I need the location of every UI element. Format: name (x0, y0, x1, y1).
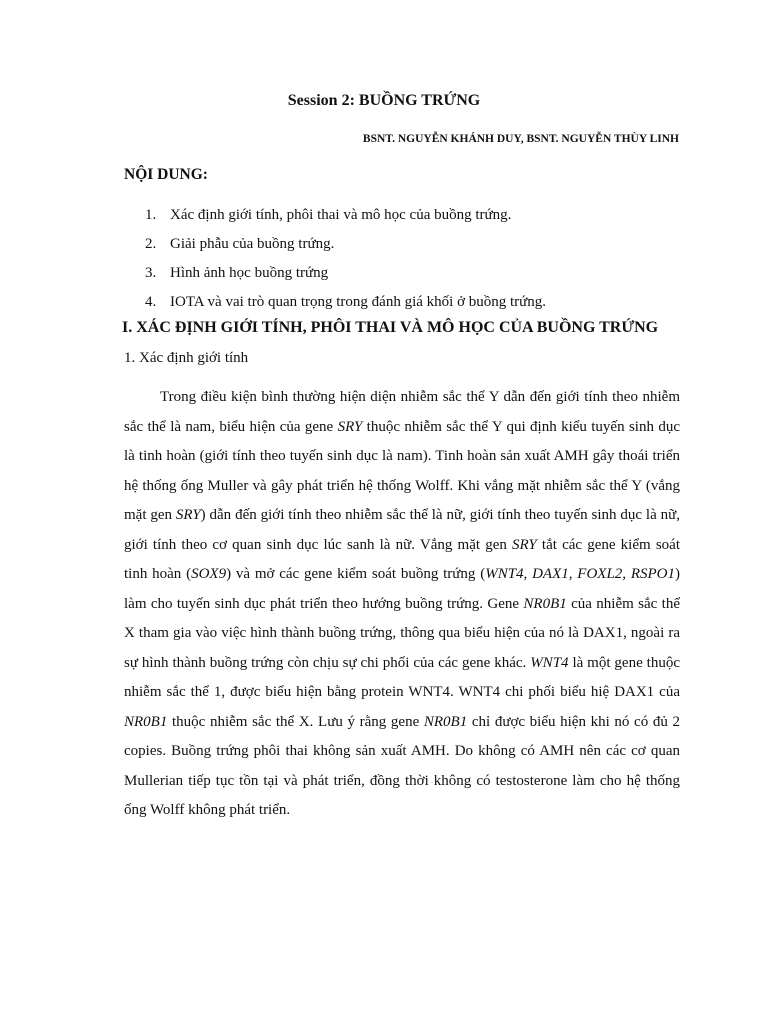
text-run: ) dẫn đến giới tính theo nhiễm sắc thể là nữ, giới tính theo tuyến sinh dục là nữ, giới tính theo cơ quan sinh dục lúc sanh là nữ. Vắng mặt gen (124, 507, 680, 553)
gene-name: WNT4 (530, 654, 569, 671)
contents-item (145, 291, 546, 320)
contents-item (145, 233, 546, 262)
text-run: ) và mở các gene kiểm soát buồng trứng ( (226, 566, 486, 582)
gene-name: SRY (175, 507, 201, 523)
contents-item-number: 2. (145, 236, 157, 252)
contents-list (145, 204, 546, 320)
contents-item-number: 1. (145, 207, 157, 223)
contents-item-text: Hình ảnh học buồng trứng (170, 265, 329, 281)
contents-item-text: Giải phẫu của buồng trứng. (170, 236, 335, 252)
text-run: là một gene thuộc nhiễm sắc thể 1, được biểu hiện bằng protein WNT4. WNT4 chi phối biểu hiệ DAX1 của (124, 654, 680, 700)
text-run: Trong điều kiện bình thường hiện diện nhiễm sắc thể Y dẫn đến giới tính theo nhiễm sắc thể là nam, biểu hiện của gene (124, 389, 680, 435)
text-run: thuộc nhiễm sắc thể Y qui định kiểu tuyến sinh dục là tinh hoàn (giới tính theo tuyến sinh dục là nam). Tinh hoàn sản xuất AMH gây thoái triển hệ thống ống Muller và gây phát triển hệ thống Wolff. Khi vắng mặt nhiễm sắc thể Y (vắng mặt gen (124, 418, 680, 523)
text-run: ) làm cho tuyến sinh dục phát triển theo hướng buồng trứng. Gene (124, 566, 680, 612)
document-title: Session 2: BUỒNG TRỨNG (287, 92, 481, 109)
gene-name: SRY (337, 418, 363, 435)
gene-name: NR0B1 (124, 713, 168, 730)
contents-item-text: IOTA và vai trò quan trọng trong đánh giá khối ở buồng trứng. (170, 294, 547, 310)
body-paragraph (124, 383, 680, 826)
contents-item (145, 262, 546, 291)
contents-item-number: 4. (145, 294, 157, 310)
gene-name: SRY (512, 536, 537, 553)
gene-name: NR0B1 (523, 595, 567, 612)
text-run: chỉ được biểu hiện khi nó có đủ 2 copies. Buồng trứng phôi thai không sản xuất AMH. Do không có AMH nên các cơ quan Mullerian tiếp tục tồn tại và phát triển, đồng thời không có testosterone làm cho hệ thống ống Wolff không phát triển. (124, 713, 680, 818)
contents-item-text: Xác định giới tính, phôi thai và mô học của buồng trứng. (170, 207, 512, 223)
gene-name: NR0B1 (423, 713, 468, 730)
document-authors: BSNT. NGUYỄN KHÁNH DUY, BSNT. NGUYỄN THÙY LINH (362, 133, 679, 145)
subsection-heading: 1. Xác định giới tính (124, 350, 249, 366)
gene-name: SOX9 (191, 566, 227, 582)
section-heading: I. XÁC ĐỊNH GIỚI TÍNH, PHÔI THAI VÀ MÔ HỌC CỦA BUỒNG TRỨNG (122, 319, 659, 336)
text-run: tắt các gene kiểm soát tinh hoàn ( (124, 536, 681, 582)
text-run: của nhiễm sắc thể X tham gia vào việc hình thành buồng trứng, thông qua biểu hiện của nó là DAX1, ngoài ra sự hình thành buồng trứng còn chịu sự chi phối của các gene khác. (124, 595, 680, 671)
contents-heading: NỘI DUNG: (124, 166, 208, 183)
contents-item (145, 204, 546, 233)
contents-item-number: 3. (145, 265, 157, 281)
text-run: thuộc nhiễm sắc thể X. Lưu ý rằng gene (167, 713, 424, 730)
gene-name: WNT4, DAX1, FOXL2, RSPO1 (485, 566, 675, 582)
